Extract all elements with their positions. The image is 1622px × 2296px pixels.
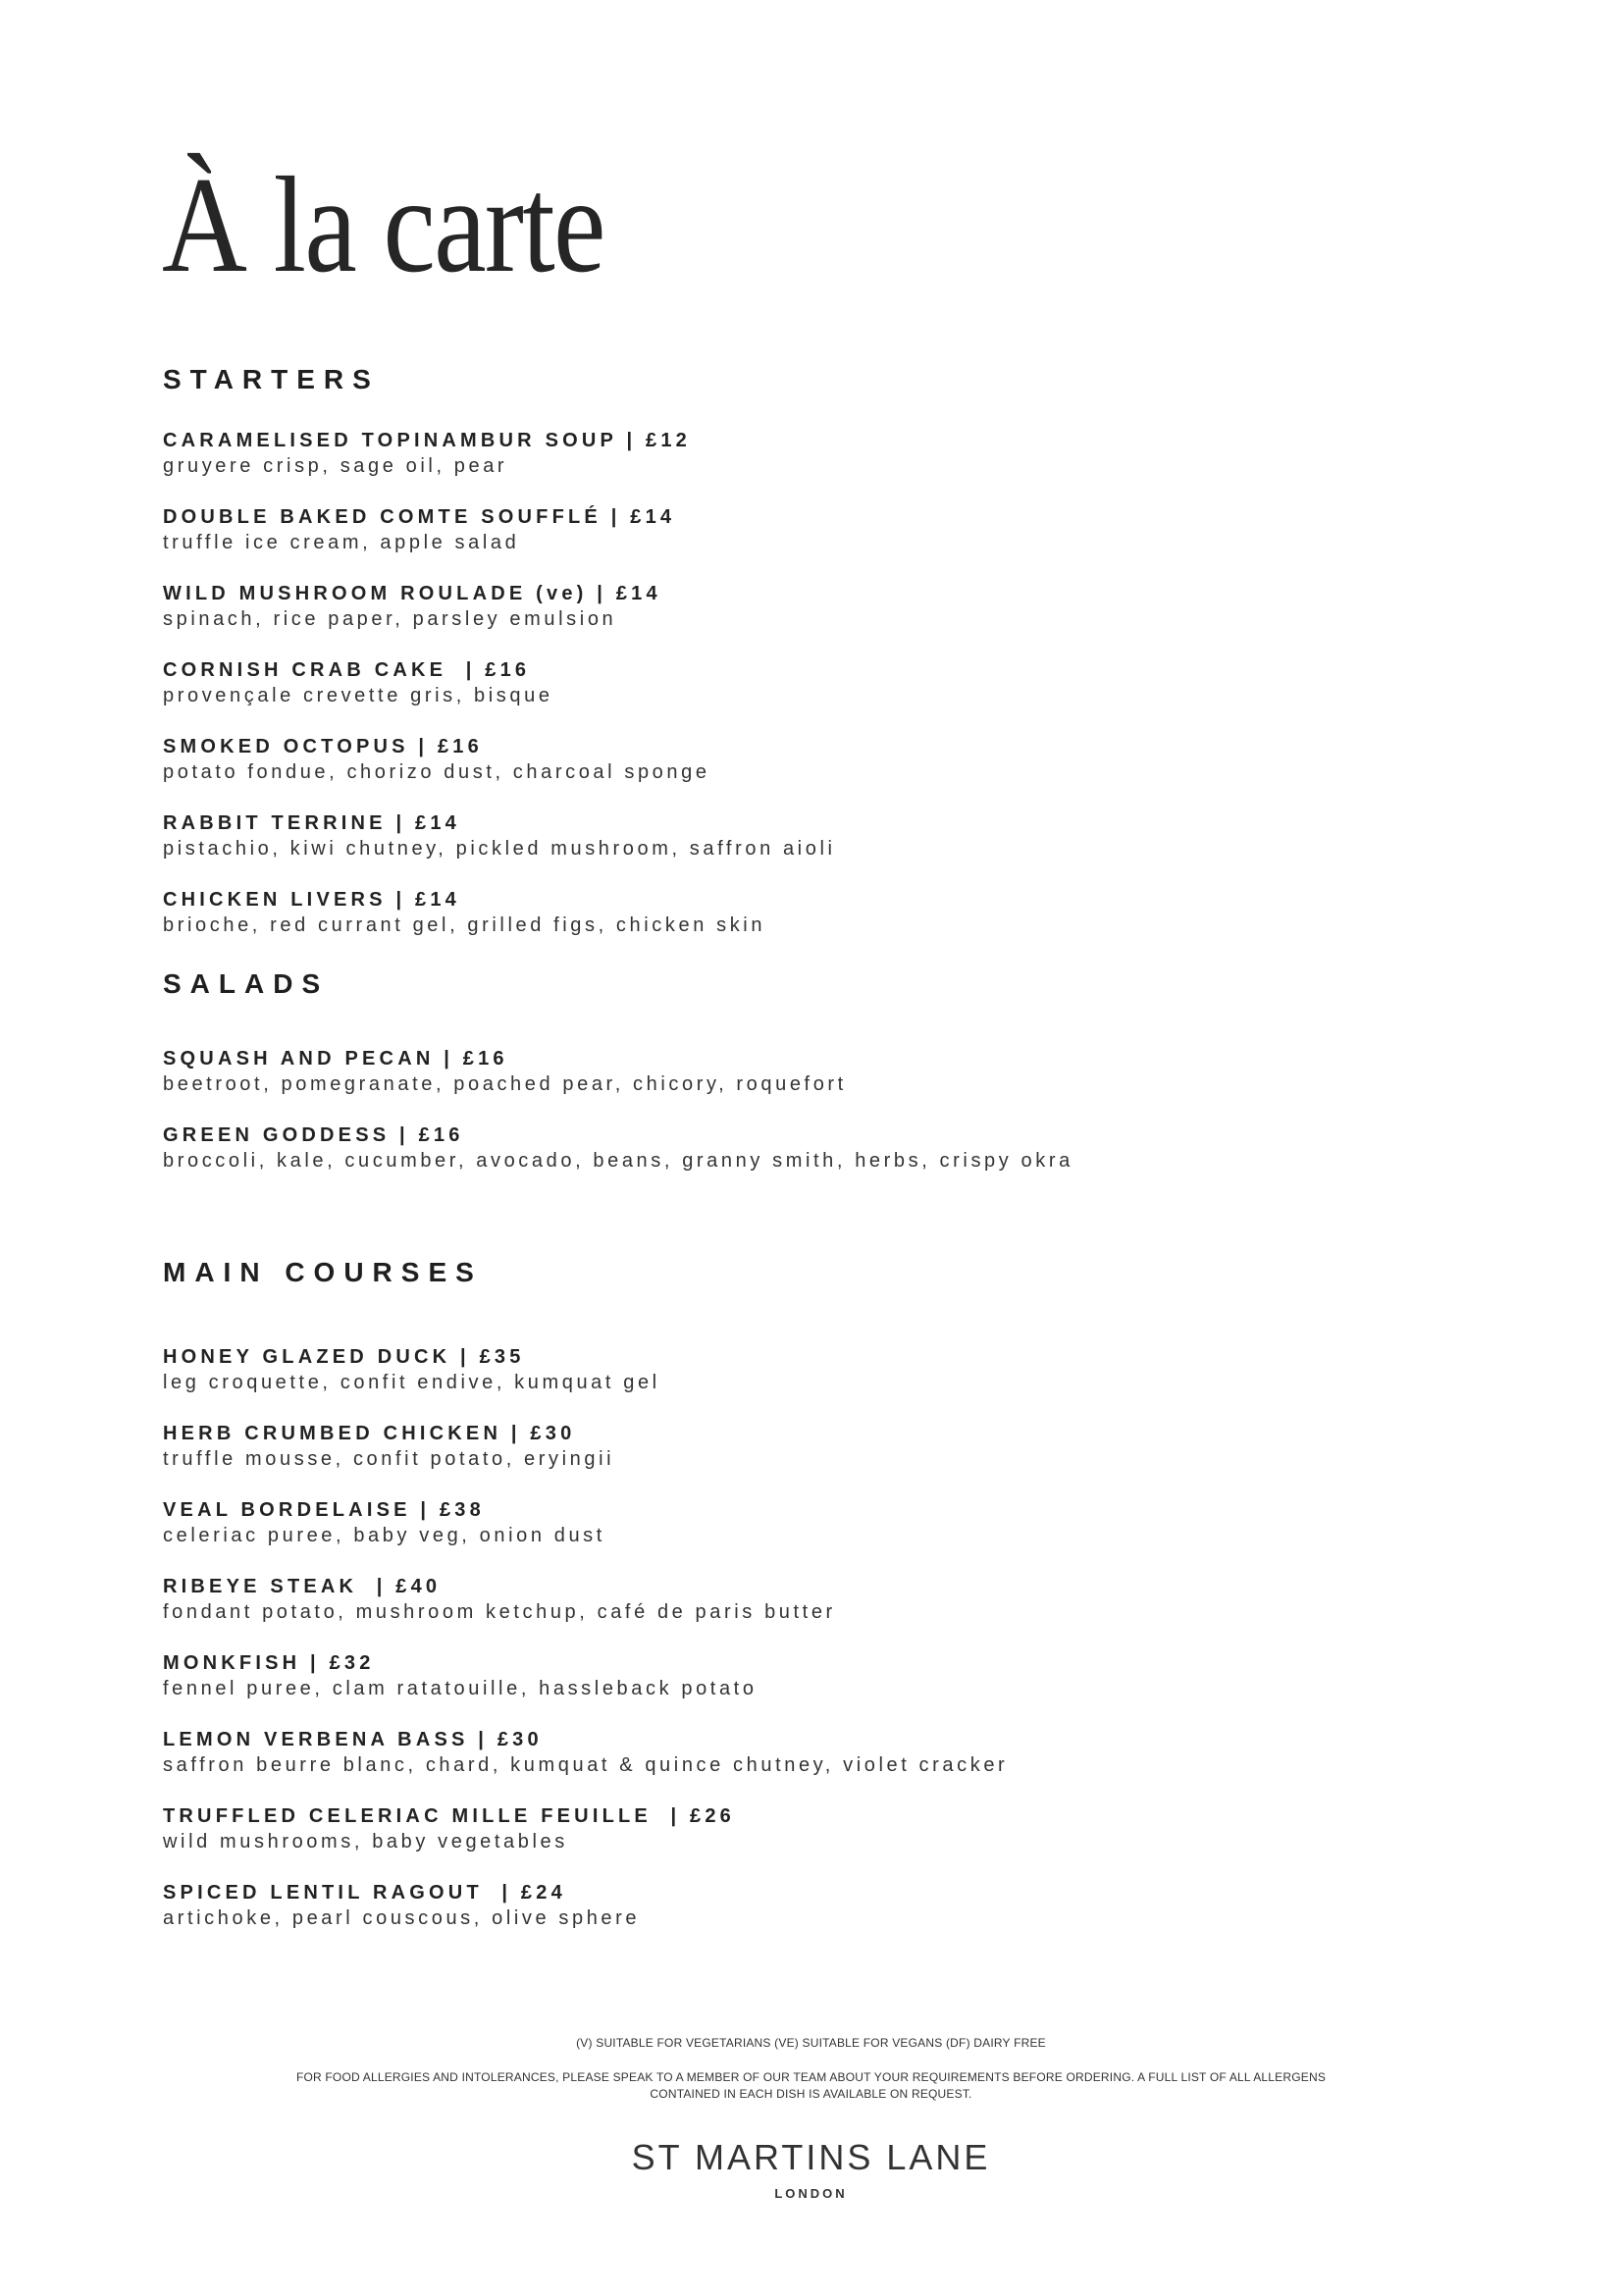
menu-item-name: CORNISH CRAB CAKE | £16: [163, 659, 531, 681]
menu-item-description: gruyere crisp, sage oil, pear: [163, 455, 508, 477]
menu-item-name: HERB CRUMBED CHICKEN | £30: [163, 1423, 576, 1444]
menu-item: [163, 1574, 836, 1625]
menu-item-description: spinach, rice paper, parsley emulsion: [163, 608, 617, 630]
menu-item: [163, 1046, 847, 1097]
section-heading-salads: SALADS: [163, 968, 330, 999]
section-heading-starters: STARTERS: [163, 364, 380, 394]
menu-item: [163, 504, 675, 555]
menu-item-description: celeriac puree, baby veg, onion dust: [163, 1525, 605, 1546]
brand-logo-city: LONDON: [774, 2186, 848, 2201]
menu-item: [163, 734, 710, 785]
menu-item-name: SPICED LENTIL RAGOUT | £24: [163, 1882, 566, 1904]
allergy-notice-line-1: FOR FOOD ALLERGIES AND INTOLERANCES, PLEASE SPEAK TO A MEMBER OF OUR TEAM ABOUT YOUR REQUIREMENTS BEFORE ORDERING. A FULL LIST OF ALL ALLERGENS: [295, 2070, 1327, 2084]
brand-logo-name: ST MARTINS LANE: [631, 2137, 991, 2177]
menu-item-description: broccoli, kale, cucumber, avocado, beans, granny smith, herbs, crispy okra: [163, 1150, 1073, 1172]
menu-item-description: truffle mousse, confit potato, eryingii: [163, 1448, 615, 1470]
menu-item-description: brioche, red currant gel, grilled figs, chicken skin: [163, 914, 766, 936]
menu-item-name: GREEN GODDESS | £16: [163, 1124, 464, 1146]
menu-item: [163, 1421, 614, 1472]
allergy-notice-line-2: CONTAINED IN EACH DISH IS AVAILABLE ON REQUEST.: [650, 2087, 972, 2101]
menu-item-name: DOUBLE BAKED COMTE SOUFFLÉ | £14: [163, 506, 676, 528]
menu-item-name: MONKFISH | £32: [163, 1652, 375, 1674]
menu-item-description: wild mushrooms, baby vegetables: [163, 1831, 568, 1852]
menu-item: [163, 1727, 1008, 1778]
menu-item-description: fondant potato, mushroom ketchup, café de paris butter: [163, 1601, 836, 1623]
menu-item-description: potato fondue, chorizo dust, charcoal sponge: [163, 761, 710, 783]
menu-item-name: SMOKED OCTOPUS | £16: [163, 736, 483, 757]
menu-item-description: pistachio, kiwi chutney, pickled mushroom, saffron aioli: [163, 838, 836, 860]
menu-item-name: RIBEYE STEAK | £40: [163, 1576, 442, 1597]
menu-item: [163, 1497, 605, 1548]
menu-item-name: CHICKEN LIVERS | £14: [163, 889, 460, 911]
menu-item: [163, 581, 661, 632]
menu-item: [163, 887, 765, 938]
menu-item-description: artichoke, pearl couscous, olive sphere: [163, 1907, 641, 1929]
menu-item: [163, 428, 691, 479]
menu-item-name: LEMON VERBENA BASS | £30: [163, 1729, 543, 1750]
menu-item: [163, 1122, 1073, 1174]
menu-item: [163, 1344, 660, 1395]
menu-item-name: WILD MUSHROOM ROULADE (ve) | £14: [163, 583, 661, 604]
page-title: À la carte: [162, 149, 604, 301]
menu-item: [163, 1803, 735, 1854]
menu-item-name: SQUASH AND PECAN | £16: [163, 1048, 508, 1070]
menu-item-description: leg croquette, confit endive, kumquat gel: [163, 1372, 660, 1393]
menu-item-description: truffle ice cream, apple salad: [163, 532, 520, 553]
menu-item: [163, 1880, 640, 1931]
menu-item-description: saffron beurre blanc, chard, kumquat & quince chutney, violet cracker: [163, 1754, 1009, 1776]
menu-item: [163, 657, 553, 708]
menu-item-description: fennel puree, clam ratatouille, hassleback potato: [163, 1678, 758, 1699]
menu-item-name: HONEY GLAZED DUCK | £35: [163, 1346, 525, 1368]
menu-item: [163, 810, 836, 861]
menu-item-description: beetroot, pomegranate, poached pear, chicory, roquefort: [163, 1073, 847, 1095]
menu-item-description: provençale crevette gris, bisque: [163, 685, 553, 706]
dietary-key: (V) SUITABLE FOR VEGETARIANS (VE) SUITABLE FOR VEGANS (DF) DAIRY FREE: [576, 2036, 1046, 2050]
menu-item-name: TRUFFLED CELERIAC MILLE FEUILLE | £26: [163, 1805, 735, 1827]
menu-item-name: CARAMELISED TOPINAMBUR SOUP | £12: [163, 430, 691, 451]
section-heading-main-courses: MAIN COURSES: [163, 1257, 483, 1287]
menu-item-name: RABBIT TERRINE | £14: [163, 812, 460, 834]
menu-item: [163, 1650, 758, 1701]
menu-item-name: VEAL BORDELAISE | £38: [163, 1499, 485, 1521]
